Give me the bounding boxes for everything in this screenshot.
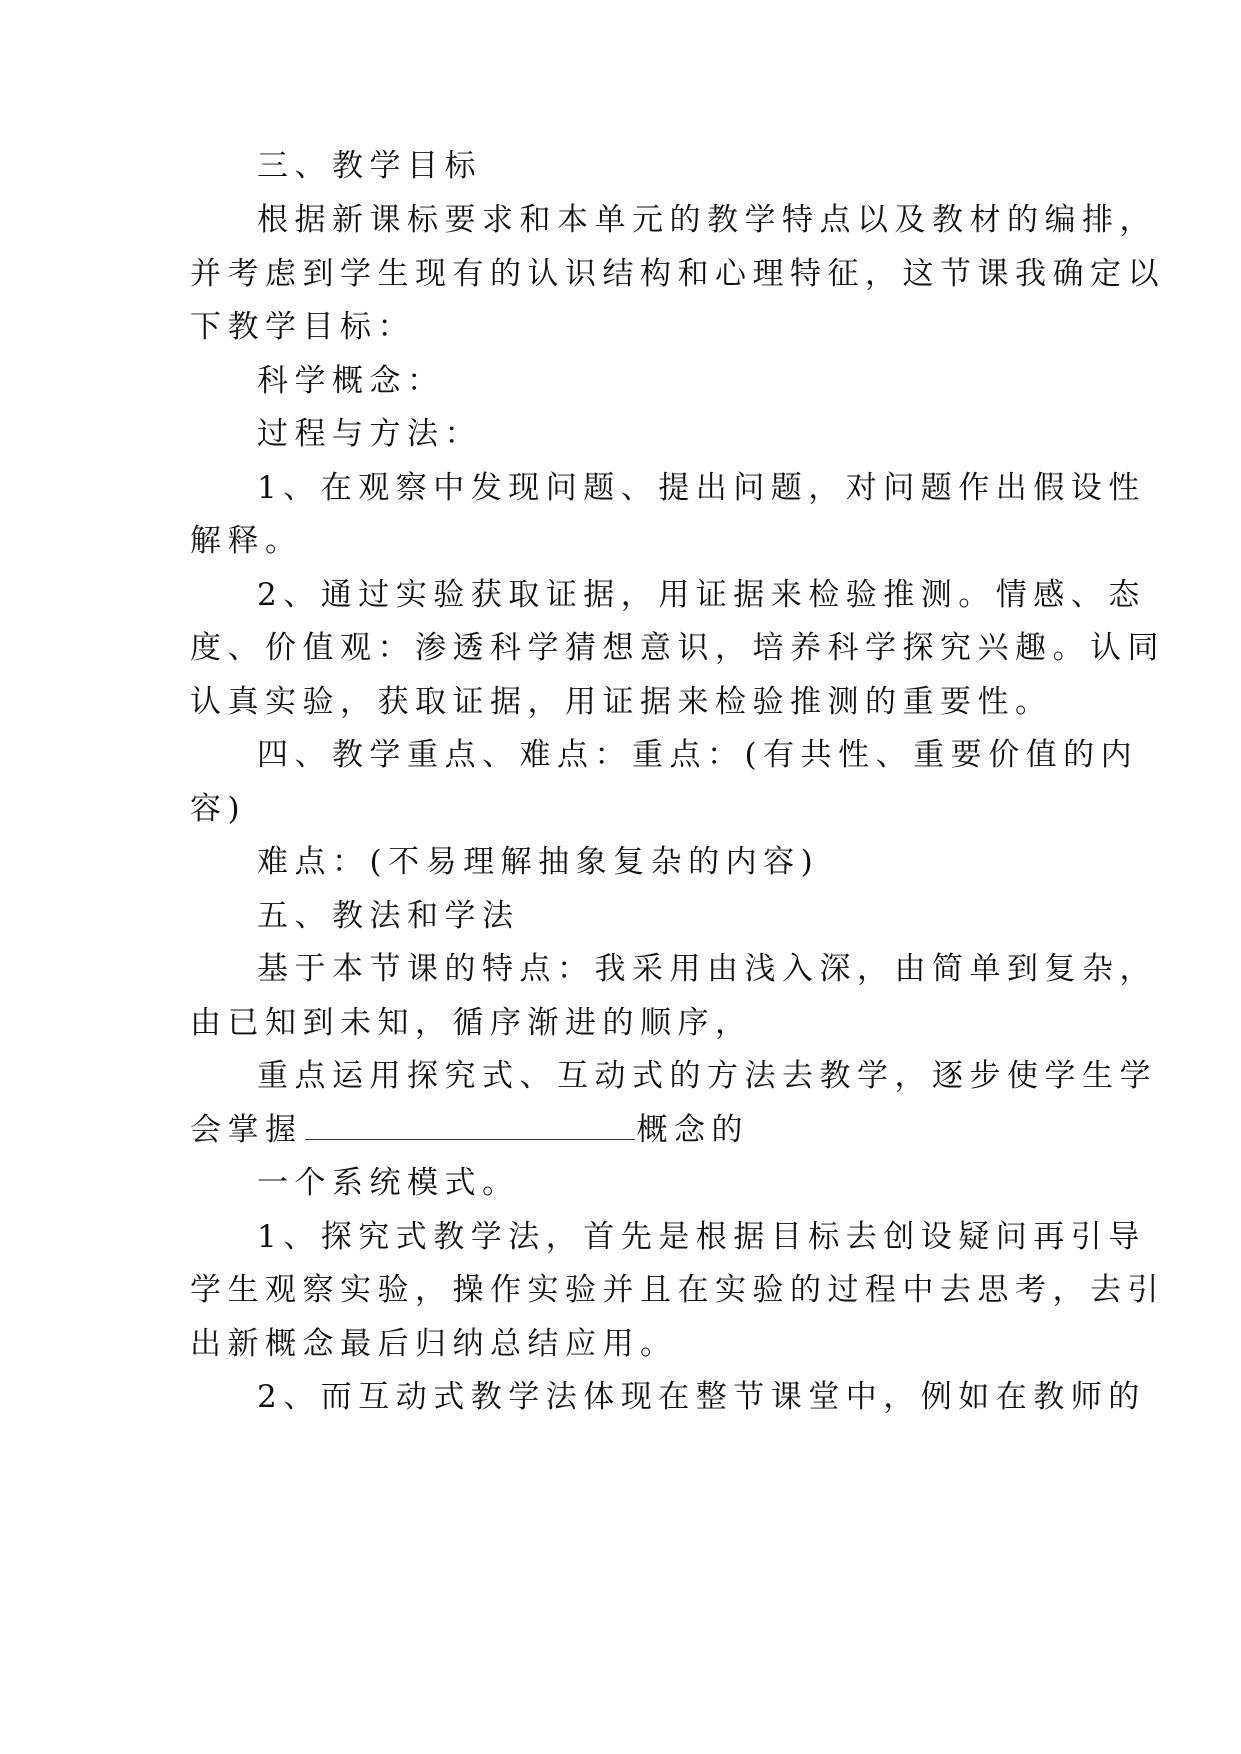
paragraph-line: 认真实验，获取证据，用证据来检验推测的重要性。: [190, 684, 1053, 720]
paragraph-line: 1、在观察中发现问题、提出问题，对问题作出假设性: [257, 470, 1146, 506]
heading-teaching-methods: 五、教法和学法: [257, 898, 520, 934]
paragraph-line: 学生观察实验，操作实验并且在实验的过程中去思考，去引: [190, 1272, 1165, 1308]
heading-key-points: 四、教学重点、难点：重点：(有共性、重要价值的内: [257, 737, 1139, 773]
paragraph-line: 下教学目标：: [190, 309, 415, 345]
fill-in-blank: [305, 1111, 635, 1140]
paragraph-line: 根据新课标要求和本单元的教学特点以及教材的编排，: [257, 202, 1157, 238]
paragraph-line: 容): [190, 791, 247, 827]
paragraph-line: 解释。: [190, 523, 303, 559]
paragraph-line: 2、通过实验获取证据，用证据来检验推测。情感、态: [257, 577, 1146, 613]
paragraph-line: 一个系统模式。: [257, 1165, 520, 1201]
paragraph-line: 并考虑到学生现有的认识结构和心理特征，这节课我确定以: [190, 256, 1165, 292]
subheading-science-concept: 科学概念：: [257, 363, 445, 399]
text-after-blank: 概念的: [636, 1112, 749, 1148]
paragraph-line: 1、探究式教学法，首先是根据目标去创设疑问再引导: [257, 1219, 1146, 1255]
subheading-process-method: 过程与方法：: [257, 416, 482, 452]
paragraph-line: 由已知到未知，循序渐进的顺序，: [190, 1005, 753, 1041]
paragraph-line: 2、而互动式教学法体现在整节课堂中，例如在教师的: [257, 1379, 1146, 1415]
paragraph-line: 难点：(不易理解抽象复杂的内容): [257, 844, 820, 880]
paragraph-line: 基于本节课的特点：我采用由浅入深，由简单到复杂，: [257, 951, 1157, 987]
paragraph-line: 重点运用探究式、互动式的方法去教学，逐步使学生学: [257, 1058, 1157, 1094]
paragraph-line: 出新概念最后归纳总结应用。: [190, 1326, 678, 1362]
paragraph-line-with-blank: [190, 1110, 749, 1150]
text-before-blank: 会掌握: [190, 1112, 303, 1148]
heading-teaching-objectives: 三、教学目标: [257, 148, 482, 184]
paragraph-line: 度、价值观：渗透科学猜想意识，培养科学探究兴趣。认同: [190, 630, 1165, 666]
